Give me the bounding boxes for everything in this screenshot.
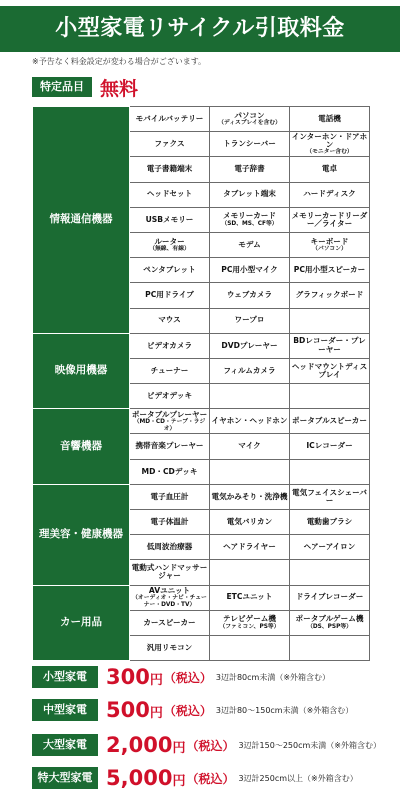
- item-name: カースピーカー: [143, 617, 196, 627]
- table-row: [33, 409, 370, 434]
- item-name: 電動式ハンドマッサージャー: [131, 563, 208, 581]
- item-cell: [290, 182, 370, 207]
- item-name: 電気かみそり・洗浄機: [211, 491, 288, 501]
- item-name: パソコン: [234, 110, 265, 120]
- item-cell: [130, 409, 210, 434]
- item-name: メモリーカード: [222, 211, 276, 221]
- item-name: ペンタブレット: [143, 265, 196, 275]
- item-cell: [130, 358, 210, 383]
- item-name: 電子体温計: [150, 516, 189, 526]
- item-name: トランシーバー: [223, 139, 276, 149]
- size-condition: 3辺計80cm未満（※外箱含む）: [215, 672, 331, 682]
- item-name: 電卓: [321, 164, 338, 174]
- table-row: [33, 585, 370, 610]
- item-cell: [290, 283, 370, 308]
- item-cell: [130, 434, 210, 459]
- item-cell: [210, 635, 290, 660]
- item-name: モバイルバッテリー: [135, 113, 204, 123]
- item-cell: [210, 258, 290, 283]
- item-cell: [290, 585, 370, 610]
- item-category-table: [32, 106, 370, 661]
- item-cell: [130, 535, 210, 560]
- item-cell: [210, 484, 290, 509]
- item-note: （モニター含む）: [306, 149, 353, 156]
- item-cell: [130, 283, 210, 308]
- item-cell: [290, 409, 370, 434]
- item-name: ポータブルプレーヤー: [131, 409, 208, 419]
- item-cell: [210, 535, 290, 560]
- item-cell: [290, 434, 370, 459]
- item-name: 電気バリカン: [226, 516, 273, 526]
- item-name: USBメモリー: [145, 214, 194, 224]
- category-label: 音響機器: [33, 409, 130, 485]
- item-name: 電子血圧計: [150, 491, 189, 501]
- category-label: 情報通信機器: [33, 107, 130, 334]
- item-cell: [210, 157, 290, 182]
- item-cell: [290, 157, 370, 182]
- item-cell: [290, 510, 370, 535]
- item-note: （DS、PSP等）: [307, 623, 352, 630]
- item-cell: [290, 358, 370, 383]
- price-row: [32, 695, 353, 725]
- item-cell: [130, 182, 210, 207]
- item-name: ルーター: [154, 236, 185, 246]
- tax-included-label: （税込）: [186, 771, 235, 786]
- item-name: ウェブカメラ: [226, 290, 273, 300]
- item-cell: [210, 132, 290, 157]
- item-name: ヘッドセット: [146, 189, 193, 199]
- item-cell: [130, 610, 210, 635]
- item-cell: [210, 510, 290, 535]
- item-name: ヘアドライヤー: [223, 542, 276, 552]
- item-note: （無線、有線）: [149, 246, 190, 253]
- category-label: 理美容・健康機器: [33, 484, 130, 585]
- item-cell: [210, 459, 290, 484]
- item-name: メモリーカードリーダー／ライター: [291, 210, 368, 228]
- item-name: モデム: [238, 239, 261, 249]
- item-name: キーボード: [310, 236, 349, 246]
- price-number: 5,000: [106, 766, 173, 790]
- item-cell: [130, 157, 210, 182]
- category-label: 映像用機器: [33, 333, 130, 409]
- special-items-row: [32, 76, 138, 98]
- item-note: （ディスプレイを含む）: [218, 120, 281, 127]
- item-name: ハードディスク: [303, 189, 356, 199]
- item-cell: [130, 258, 210, 283]
- item-cell: [290, 610, 370, 635]
- item-name: 電話機: [318, 113, 341, 123]
- item-name: テレビゲーム機: [222, 614, 276, 624]
- size-condition: 3辺計250cm以上（※外箱含む）: [238, 773, 358, 783]
- item-cell: [130, 207, 210, 232]
- special-items-badge: 特定品目: [32, 77, 92, 97]
- size-condition: 3辺計150～250cm未満（※外箱含む）: [238, 740, 381, 750]
- item-note: （SD、MS、CF等）: [221, 220, 278, 227]
- item-cell: [210, 107, 290, 132]
- item-name: ポータブルスピーカー: [292, 416, 367, 426]
- size-class-label: 特大型家電: [32, 767, 98, 789]
- item-cell: [130, 107, 210, 132]
- item-cell: [210, 585, 290, 610]
- tax-included-label: （税込）: [163, 670, 212, 685]
- price-number: 300: [106, 665, 150, 689]
- size-class-label: 小型家電: [32, 666, 98, 688]
- price-amount: [106, 766, 185, 790]
- item-cell: [130, 560, 210, 585]
- item-name: ワープロ: [234, 315, 265, 325]
- item-cell: [210, 207, 290, 232]
- item-name: PC用小型マイク: [221, 265, 278, 275]
- item-name: ヘッドマウントディスプレイ: [291, 361, 368, 379]
- item-name: PC用ドライブ: [145, 290, 194, 300]
- price-change-note: ※予告なく料金設定が変わる場合がございます。: [32, 57, 207, 66]
- item-name: 電子辞書: [234, 164, 265, 174]
- item-cell: [210, 308, 290, 333]
- item-name: マウス: [158, 315, 181, 325]
- item-cell: [210, 610, 290, 635]
- item-cell: [210, 283, 290, 308]
- item-cell: [210, 384, 290, 409]
- item-name: DVDプレーヤー: [221, 340, 278, 350]
- item-cell: [210, 232, 290, 257]
- price-amount: [106, 698, 163, 722]
- item-name: グラフィックボード: [295, 290, 364, 300]
- item-cell: [130, 308, 210, 333]
- item-cell: [290, 459, 370, 484]
- special-items-free: 無料: [100, 77, 139, 100]
- item-cell: [130, 384, 210, 409]
- item-cell: [290, 107, 370, 132]
- price-amount: [106, 733, 185, 757]
- item-cell: [290, 308, 370, 333]
- item-name: BDレコーダー・プレーヤー: [293, 336, 366, 354]
- item-cell: [130, 484, 210, 509]
- item-cell: [290, 207, 370, 232]
- item-cell: [290, 132, 370, 157]
- item-cell: [130, 232, 210, 257]
- item-cell: [130, 635, 210, 660]
- item-name: マイク: [238, 441, 261, 451]
- item-name: ファクス: [154, 139, 185, 149]
- size-class-label: 中型家電: [32, 699, 98, 721]
- item-cell: [210, 182, 290, 207]
- item-cell: [290, 258, 370, 283]
- item-name: 低周波治療器: [146, 542, 193, 552]
- price-unit: 円: [149, 673, 163, 688]
- item-name: ヘアーアイロン: [303, 542, 356, 552]
- tax-included-label: （税込）: [186, 738, 235, 753]
- item-note: （ファミコン、PS等）: [219, 623, 280, 630]
- price-row: [32, 730, 381, 760]
- item-name: ETCユニット: [226, 592, 273, 602]
- price-amount: [106, 665, 163, 689]
- item-cell: [210, 560, 290, 585]
- item-name: PC用小型スピーカー: [293, 265, 366, 275]
- size-class-label: 大型家電: [32, 734, 98, 756]
- item-cell: [210, 409, 290, 434]
- item-name: 携帯音楽プレーヤー: [135, 441, 204, 451]
- item-name: ICレコーダー: [306, 441, 353, 451]
- item-cell: [130, 333, 210, 358]
- price-row: [32, 763, 358, 793]
- table-row: [33, 484, 370, 509]
- item-name: ドライブレコーダー: [295, 592, 364, 602]
- item-note: （オーディオ・ナビ・チューナー・DVD・TV）: [132, 595, 207, 608]
- size-condition: 3辺計80～150cm未満（※外箱含む）: [215, 705, 354, 715]
- item-cell: [210, 358, 290, 383]
- table-row: [33, 107, 370, 132]
- category-label: カー用品: [33, 585, 130, 661]
- item-cell: [290, 560, 370, 585]
- price-unit: 円: [149, 706, 163, 721]
- item-name: 電動歯ブラシ: [306, 516, 353, 526]
- table-row: [33, 333, 370, 358]
- item-cell: [210, 333, 290, 358]
- item-cell: [130, 585, 210, 610]
- item-name: イヤホン・ヘッドホン: [211, 416, 288, 426]
- item-name: MD・CDデッキ: [141, 466, 198, 476]
- item-cell: [130, 459, 210, 484]
- item-name: ビデオデッキ: [146, 390, 193, 400]
- price-number: 500: [106, 698, 150, 722]
- item-note: （MD・CD・テープ・ラジオ）: [133, 419, 206, 432]
- item-note: （パソコン）: [312, 246, 347, 253]
- tax-included-label: （税込）: [163, 703, 212, 718]
- item-cell: [130, 510, 210, 535]
- item-cell: [130, 132, 210, 157]
- item-name: チューナー: [150, 365, 189, 375]
- item-cell: [210, 434, 290, 459]
- item-name: タブレット端末: [223, 189, 276, 199]
- page-title: 小型家電リサイクル引取料金: [0, 6, 400, 52]
- item-name: AVユニット: [148, 586, 191, 596]
- item-name: フィルムカメラ: [223, 365, 276, 375]
- item-name: 電子書籍端末: [146, 164, 193, 174]
- item-cell: [290, 484, 370, 509]
- price-unit: 円: [172, 774, 186, 789]
- item-cell: [290, 333, 370, 358]
- price-row: [32, 662, 330, 692]
- item-cell: [290, 232, 370, 257]
- item-name: 電気フェイスシェーバー: [292, 487, 367, 505]
- item-name: ビデオカメラ: [146, 340, 193, 350]
- item-name: インターホン・ドアホン: [291, 131, 368, 150]
- item-cell: [290, 535, 370, 560]
- price-unit: 円: [172, 741, 186, 756]
- price-number: 2,000: [106, 733, 173, 757]
- item-cell: [290, 635, 370, 660]
- item-cell: [290, 384, 370, 409]
- item-name: 汎用リモコン: [146, 642, 193, 652]
- item-name: ポータブルゲーム機: [295, 614, 364, 624]
